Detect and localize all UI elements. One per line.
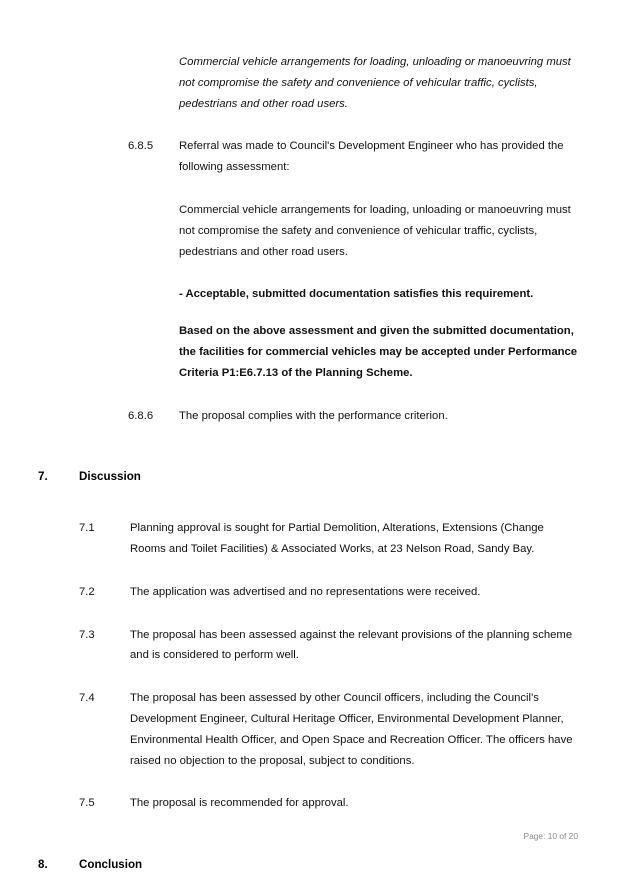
assessment-conclusion: Based on the above assessment and given the submitted documentation, the facilities for commercial vehicles may be accepted under Performance Criteria P1:E6.7.13 of the Planning Scheme. <box>179 325 578 379</box>
clause-text: The proposal complies with the performance criterion. <box>179 409 448 422</box>
spacer <box>0 262 622 284</box>
item-text: The proposal is recommended for approval. <box>130 797 349 810</box>
spacer <box>0 844 622 855</box>
spacer <box>0 426 622 456</box>
spacer <box>0 666 622 688</box>
section-number: 8. <box>38 858 48 872</box>
item-7-4 <box>0 688 622 771</box>
item-7-5 <box>0 793 622 814</box>
item-7-1 <box>0 518 622 560</box>
item-7-3 <box>0 625 622 667</box>
item-number: 7.2 <box>79 585 95 598</box>
acceptable-statement: - Acceptable, submitted documentation satisfies this requirement. <box>179 288 534 301</box>
spacer <box>0 603 622 625</box>
item-text: Planning approval is sought for Partial Demolition, Alterations, Extensions (Change Rooms and Toilet Facilities) & Associated Works, at 23 Nelson Road, Sandy Bay. <box>130 522 544 555</box>
item-number: 7.1 <box>79 522 95 535</box>
spacer <box>0 488 622 518</box>
engineer-assessment-text: Commercial vehicle arrangements for loading, unloading or manoeuvring must not compromise the safety and convenience of vehicular traffic, cyclists, pedestrians and other road users. <box>179 203 571 258</box>
item-number: 7.5 <box>79 797 95 810</box>
item-7-2 <box>0 582 622 603</box>
item-number: 7.4 <box>79 692 95 705</box>
top-margin <box>0 0 622 52</box>
section-heading-conclusion <box>0 855 622 876</box>
item-number: 7.3 <box>79 628 95 641</box>
spacer <box>0 384 622 406</box>
performance-criteria-quote: Commercial vehicle arrangements for loading, unloading or manoeuvring must not compromise the safety and convenience of vehicular traffic, cyclists, pedestrians and other road users. <box>179 56 571 110</box>
clause-6-8-5 <box>0 136 622 178</box>
clause-text: Referral was made to Council's Development Engineer who has provided the following assessment: <box>179 140 564 174</box>
section-title: Discussion <box>79 470 141 484</box>
clause-6-8-6 <box>0 406 622 427</box>
spacer <box>0 178 622 200</box>
clause-number: 6.8.5 <box>128 140 154 153</box>
spacer <box>0 114 622 136</box>
item-text: The proposal has been assessed against the relevant provisions of the planning scheme and is considered to perform well. <box>130 628 573 662</box>
clause-number: 6.8.6 <box>128 409 154 422</box>
spacer <box>0 771 622 793</box>
spacer <box>0 456 622 467</box>
spacer <box>0 560 622 582</box>
item-text: The application was advertised and no representations were received. <box>130 585 481 598</box>
section-title: Conclusion <box>79 858 143 872</box>
item-text: The proposal has been assessed by other Council officers, including the Council's Development Engineer, Cultural Heritage Officer, Environmental Development Planner, Environmental Health Officer, and Open Space and Recreation Officer. The officers have raised no objection to the proposal, subject to conditions. <box>130 692 573 767</box>
page-footer: Page: 10 of 20 <box>523 831 578 841</box>
section-number: 7. <box>38 470 48 484</box>
section-heading-discussion <box>0 467 622 488</box>
spacer <box>0 305 622 321</box>
